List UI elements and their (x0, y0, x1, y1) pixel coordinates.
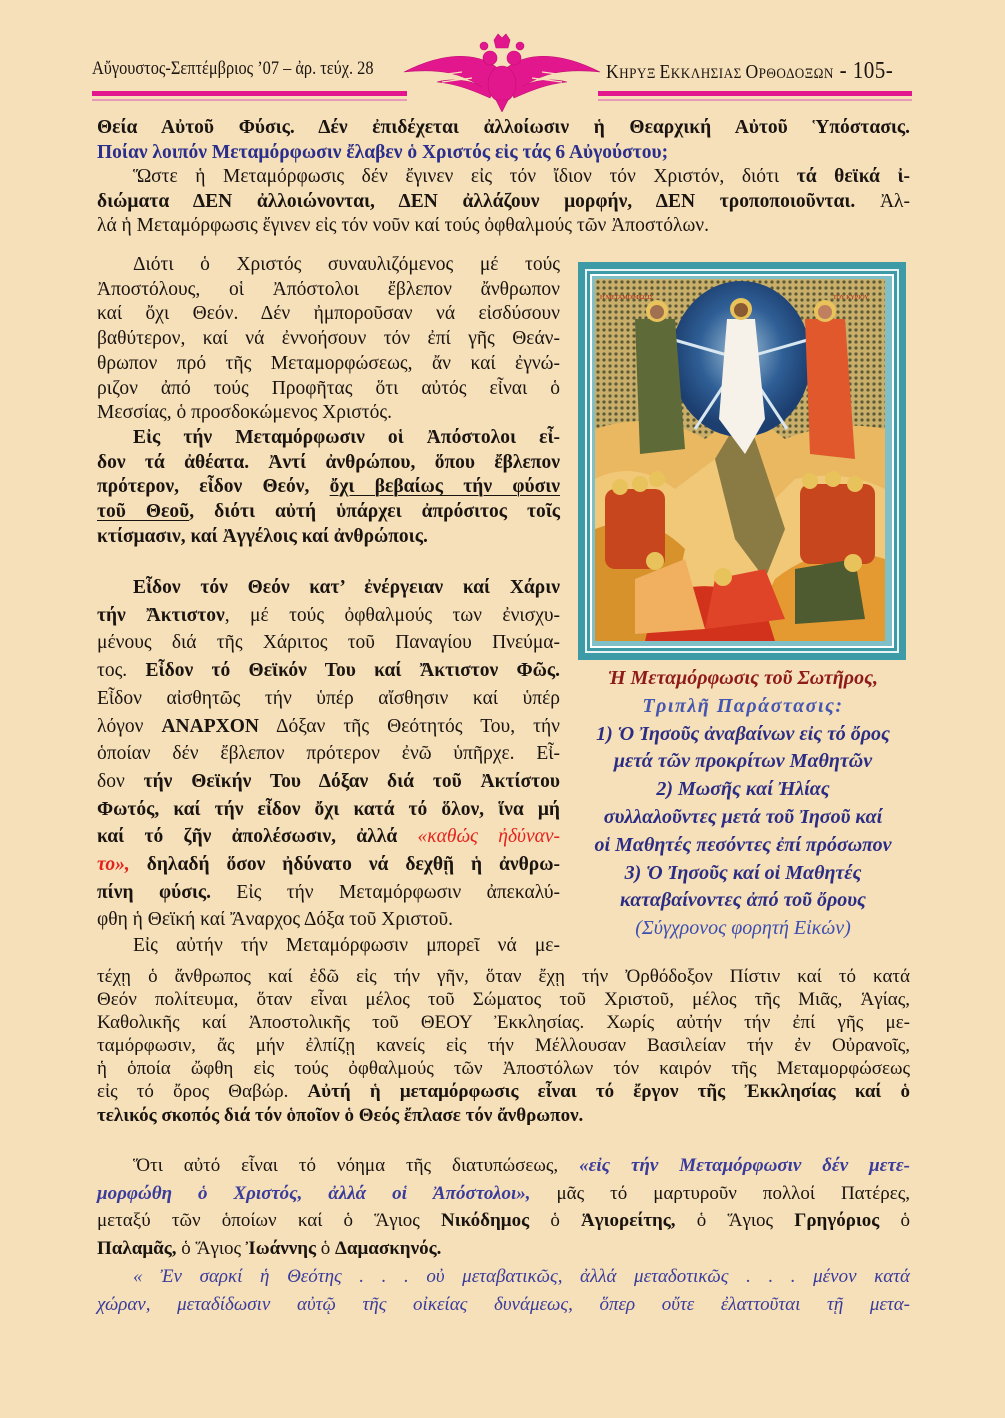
text-line (97, 426, 560, 451)
text-run: Ὥστε ἡ Μεταμόρφωσις δέν ἔγινεν εἰς τόν ἴδιον τόν Χριστόν, διότι (133, 166, 797, 187)
text-run: Ἀλ- (855, 190, 911, 212)
header-rule-left (92, 91, 407, 96)
text-run: βαθύτερον, καί νά ἐννοήσουν τόν ἐπί γῆς Θεάν- (97, 328, 560, 350)
text-line (97, 629, 560, 657)
issue-date: Αὔγουστος-Σεπτέμβριος ’07 – ἀρ. τεύχ. 28 (92, 58, 374, 79)
text-run: ὁ (879, 1210, 911, 1232)
text-run: « Ἐν σαρκί ἡ Θεότης . . . οὐ μεταβατικῶς, ἀλλά μεταδοτικῶς . . . μένον κατά (133, 1265, 910, 1287)
text-line (97, 740, 560, 768)
text-line (578, 804, 908, 832)
double-headed-eagle-icon (402, 32, 602, 112)
text-line (97, 1180, 910, 1208)
text-run: δον (97, 770, 144, 792)
text-run: τοῦ Θεοῦ (97, 501, 190, 523)
text-run: Θεόν πολίτευμα, ὅταν εἶναι μέλος τοῦ Σώματος τοῦ Χριστοῦ, μέλος τῆς Μιᾶς, Ἁγίας, (97, 989, 910, 1011)
text-run: ὁ Ἅγιος (675, 1210, 795, 1232)
text-run: Αὐτή ἡ μεταμόρφωσις εἶναι τό ἔργον τῆς Ἐκκλησίας καί ὁ (307, 1081, 910, 1103)
text-run: πρότερον, εἶδον Θεόν, (97, 476, 330, 498)
text-line (97, 574, 560, 602)
text-line (97, 1057, 910, 1080)
column-paragraphs-1 (97, 253, 560, 549)
text-run: Ἁγιορείτης, (581, 1210, 676, 1232)
text-run: δον τά ἀθέατα. Ἀντί ἀνθρώπου, ὅπου ἔβλεπον (97, 451, 560, 473)
text-run: λά ἡ Μεταμόρφωσις ἔγινεν εἰς τόν νοῦν καί τούς ὀφθαλμούς τῶν Ἀποστόλων. (97, 215, 709, 236)
text-run: φθη ἡ Θεϊκή καί Ἄναρχος Δόξα τοῦ Χριστοῦ. (97, 909, 453, 931)
text-run: ΑΝΑΡΧΟΝ (161, 715, 259, 737)
text-run: Μεσσίας, ὁ προσδοκώμενος Χριστός. (97, 402, 392, 424)
text-run: συλλαλοῦντες μετά τοῦ Ἰησοῦ καί (603, 805, 883, 828)
text-run: ταμόρφωσιν, ἄς μήν ἐλπίζῃ κανείς εἰς τήν Μέλλουσαν Βασιλείαν τήν ἐν Οὐρανοῖς, (97, 1035, 910, 1057)
text-line (97, 685, 560, 713)
text-run: οἱ Μαθητές πεσόντες ἐπί πρόσωπον (594, 833, 892, 856)
text-line (97, 713, 560, 741)
body-paragraph-church (97, 965, 910, 1127)
text-line (97, 965, 910, 988)
icon-caption (578, 665, 908, 943)
text-run: Εἰς τήν Μεταμόρφωσιν ἀπεκαλύ- (211, 881, 560, 903)
text-run: το», (97, 854, 130, 876)
text-run: εἰς τό ὄρος Θαβώρ. (97, 1081, 308, 1103)
text-run: μορφώθη ὁ Χριστός, ἀλλά οἱ Ἀπόστολοι», (97, 1182, 531, 1204)
text-line (578, 776, 908, 804)
text-line (578, 693, 908, 721)
text-run: Καθολικῆς καί Ἀποστολικῆς τοῦ ΘΕΟΥ Ἐκκλησίας. Χωρίς αὐτήν τήν ἐπί γῆς με- (97, 1012, 910, 1034)
text-line (97, 1034, 910, 1057)
text-run: «εἰς τήν Μεταμόρφωσιν δέν μετε- (579, 1155, 910, 1176)
page-number: - 105- (833, 58, 894, 84)
text-run: Εἰς αὐτήν τήν Μεταμόρφωσιν μπορεῖ νά με- (133, 935, 560, 956)
text-line (97, 602, 560, 630)
text-line (578, 887, 908, 915)
text-run: ἡ ὁποία ὤφθη εἰς τούς ὀφθαλμούς τῶν Ἀποστόλων τόν καιρόν τῆς Μεταμορφώσεως (97, 1058, 910, 1080)
text-line (97, 934, 560, 959)
text-run: ριζον ἀπό τούς Προφῆτας ὅτι αὐτός εἶναι ὁ (97, 377, 560, 399)
text-run: Ποίαν λοιπόν Μεταμόρφωσιν ἔλαβεν ὁ Χριστός εἰς τάς 6 Αὐγούστου; (97, 141, 669, 163)
text-line (97, 377, 560, 402)
journal-title-page: ΚΗΡΥΞ ΕΚΚΛΗΣΙΑΣ ΟΡΘΟΔΟΞΩΝ - 105- (606, 58, 894, 84)
text-run: τά θεϊκά ἰ- (796, 166, 910, 187)
text-run: Δόξαν τῆς Θεότητός Του, τήν (258, 715, 561, 737)
text-line (97, 1291, 910, 1319)
text-run: Φωτός, καί τήν εἶδον ὄχι κατά τό ὅλον, ἵνα μή (97, 798, 560, 820)
text-run: 3) Ὁ Ἰησοῦς καί οἱ Μαθητές (624, 861, 862, 884)
text-line (97, 116, 910, 141)
text-line (578, 665, 908, 693)
intro-paragraphs (97, 116, 910, 239)
text-run: χώραν, μεταδίδωσιν αὐτῷ τῆς οἰκείας δυνάμεως, ὅπερ οὔτε ἐλαττοῦται τῇ μετα- (97, 1293, 910, 1315)
text-line (97, 1207, 910, 1235)
icon-inscription-right: ΤΟΥ ΚΥΡΙΟΥ (833, 295, 869, 301)
text-run: Ἰωάννης (245, 1238, 317, 1260)
text-run: μένους διά τῆς Χάριτος τοῦ Παναγίου Πνεύμα- (97, 632, 560, 654)
text-line (578, 721, 908, 749)
text-run: Ἀποστόλους, οἱ Ἀπόστολοι ἔβλεπον ἄνθρωπον (97, 278, 560, 300)
icon-frame (578, 262, 906, 660)
text-run: Ἡ Μεταμόρφωσις τοῦ Σωτῆρος, (607, 667, 879, 689)
text-run: Νικόδημος (441, 1210, 530, 1232)
text-run: Τριπλῆ Παράστασις: (642, 694, 844, 717)
text-run: Διότι ὁ Χριστός συναυλιζόμενος μέ τούς (133, 254, 560, 275)
text-line (97, 1235, 910, 1263)
text-line (97, 190, 910, 215)
text-run: Ὅτι αὐτό εἶναι τό νόημα τῆς διατυπώσεως, (133, 1155, 580, 1176)
text-run: μετά τῶν προκρίτων Μαθητῶν (613, 750, 873, 773)
text-line (97, 1152, 910, 1180)
text-run: θρωπον πρό τῆς Μεταμορφώσεως, ἄν καί ἐγνώ- (97, 352, 560, 374)
text-run: τος. (97, 660, 146, 682)
text-run: καί τό ζῆν ἀπολέσωσιν, ἀλλά (97, 826, 418, 848)
column-paragraphs-2 (97, 574, 560, 934)
text-run: Εἶδον αἰσθητῶς τήν ὑπέρ αἴσθησιν καί ὑπέρ (97, 687, 560, 709)
text-run: τέχῃ ὁ ἄνθρωπος καί ἐδῶ εἰς τήν γῆν, ὅταν ἔχῃ τήν Ὀρθόδοξον Πίστιν καί τό κατά (97, 966, 910, 987)
text-line (97, 214, 910, 239)
text-line (97, 1080, 910, 1103)
text-line (97, 988, 910, 1011)
text-line (97, 851, 560, 879)
header-rule-right-thin (598, 99, 912, 101)
text-line (97, 823, 560, 851)
text-line (578, 915, 908, 943)
text-run: Δαμασκηνός. (335, 1238, 442, 1260)
text-run: τήν Ἄκτιστον (97, 604, 225, 626)
column-paragraphs-3 (97, 934, 560, 959)
text-run: ὁ Ἅγιος (176, 1238, 246, 1260)
text-line (97, 657, 560, 685)
text-run: Παλαμᾶς, (97, 1238, 177, 1260)
transfiguration-icon (595, 279, 885, 641)
text-run: δηλαδή ὅσον ἠδύνατο νά δεχθῇ ἡ ἀνθρω- (129, 854, 560, 876)
text-run: τήν Θεϊκήν Του Δόξαν διά τοῦ Ἀκτίστου (143, 770, 560, 792)
text-run: ὁ (529, 1210, 582, 1232)
text-run: ὄχι βεβαίως τήν φύσιν (329, 476, 560, 498)
text-run: 2) Μωσῆς καί Ἠλίας (656, 778, 830, 801)
text-line (578, 860, 908, 888)
text-run: διώματα ΔΕΝ ἀλλοιώνονται, ΔΕΝ ἀλλάζουν μορφήν, ΔΕΝ τροποποιοῦνται. (97, 190, 856, 212)
text-run: , διότι αὐτή ὑπάρχει ἀπρόσιτος τοῖς (189, 501, 560, 523)
text-line (97, 278, 560, 303)
text-line (97, 451, 560, 476)
icon-inscription-left: Η ΜΕΤΑΜΟΡΦΩΣΙΣ (600, 295, 654, 301)
text-line (97, 401, 560, 426)
text-line (97, 253, 560, 278)
text-run: Εἶδον τό Θεϊκόν Του καί Ἄκτιστον Φῶς. (145, 660, 561, 682)
text-run: 1) Ὁ Ἰησοῦς ἀναβαίνων εἰς τό ὄρος (596, 722, 890, 745)
text-line (97, 1263, 910, 1291)
text-line (97, 768, 560, 796)
text-run: Θεία Αὐτοῦ Φύσις. Δέν ἐπιδέχεται ἀλλοίωσιν ἡ Θεαρχική Αὐτοῦ Ὑπόστασις. (97, 117, 910, 138)
text-run: «καθώς ἠδύναν- (417, 826, 561, 848)
header-rule-right (598, 91, 912, 96)
text-line (97, 165, 910, 190)
text-run: τελικός σκοπός διά τόν ὁποῖον ὁ Θεός ἔπλασε τόν ἄνθρωπον. (97, 1104, 584, 1126)
text-run: κτίσμασιν, καί Ἀγγέλοις καί ἀνθρώποις. (97, 525, 428, 547)
header-rule-left-thin (92, 99, 407, 101)
text-line (97, 906, 560, 934)
text-line (97, 352, 560, 377)
text-run: λόγον (97, 715, 162, 737)
text-line (97, 475, 560, 500)
text-run: Εἶδον τόν Θεόν κατ’ ἐνέργειαν καί Χάριν (133, 577, 560, 598)
text-line (578, 748, 908, 776)
text-line (578, 832, 908, 860)
text-run: καί ὄχι Θεόν. Δέν ἠμποροῦσαν νά εἰσδύσουν (97, 303, 560, 325)
text-run: ὁποίαν δέν ἔβλεπον πρότερον ἐνῶ ὑπῆρχε. Εἶ- (97, 743, 560, 765)
text-line (97, 500, 560, 525)
text-run: πίνη φύσις. (97, 881, 211, 903)
text-run: Εἰς τήν Μεταμόρφωσιν οἱ Ἀπόστολοι εἶ- (133, 426, 560, 448)
text-line (97, 879, 560, 907)
text-line (97, 1011, 910, 1034)
text-run: μᾶς τό μαρτυροῦν πολλοί Πατέρες, (530, 1182, 910, 1204)
text-line (97, 302, 560, 327)
text-run: ὁ (316, 1238, 336, 1260)
text-line (97, 525, 560, 550)
text-run: Γρηγόριος (794, 1210, 880, 1232)
text-line (97, 141, 910, 166)
body-paragraph-fathers (97, 1152, 910, 1318)
text-run: καταβαίνοντες ἀπό τοῦ ὄρους (620, 889, 866, 912)
text-line (97, 1104, 910, 1127)
text-run: μεταξύ τῶν ὁποίων καί ὁ Ἅγιος (97, 1210, 442, 1232)
text-line (97, 327, 560, 352)
text-run: , μέ τούς ὀφθαλμούς των ἐνισχυ- (224, 604, 560, 626)
text-line (97, 796, 560, 824)
text-run: (Σύγχρονος φορητή Εἰκών) (635, 917, 851, 940)
